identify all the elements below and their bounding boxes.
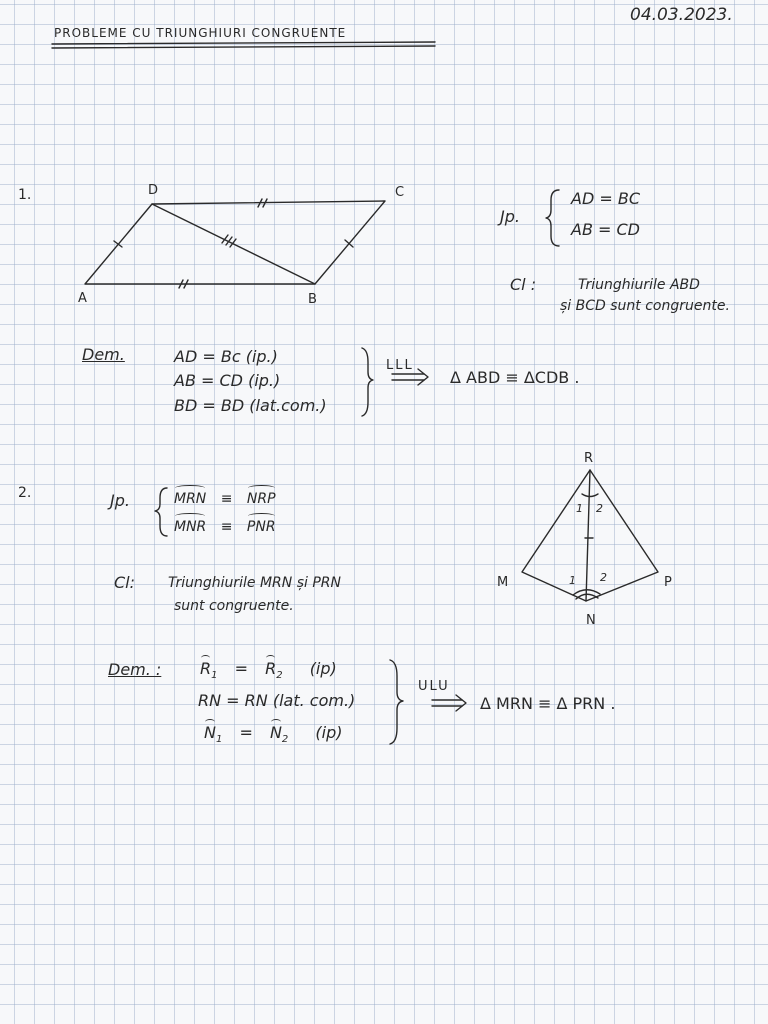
angle-MRN: MRN — [174, 491, 207, 507]
problem-1-number: 1. — [18, 187, 32, 203]
dem-label-2: Dem. : — [108, 660, 162, 679]
angle-arc-R — [582, 494, 598, 497]
reason: (ip) — [315, 723, 343, 742]
dem-line-2-1 — [200, 660, 337, 685]
reason: (ip) — [309, 659, 337, 678]
brace-dem-1 — [362, 348, 373, 416]
angle-mark-r1: 1 — [576, 502, 583, 515]
subscript: 1 — [211, 670, 218, 682]
cl-line-1-2: și BCD sunt congruente. — [560, 298, 730, 314]
equals-op: = — [234, 659, 248, 678]
kite-figure — [522, 470, 658, 601]
cl-label-1: Cl : — [510, 275, 537, 294]
dem-label-1: Dem. — [82, 345, 125, 364]
title-underline — [52, 42, 435, 48]
angle-R: R — [265, 659, 277, 678]
ip-line-1-2: AB = CD — [571, 220, 640, 239]
ip-label-1: Jp. — [500, 207, 520, 226]
subscript: 2 — [276, 670, 283, 682]
triple-tick-BD — [222, 235, 236, 247]
equals-op: = — [239, 723, 253, 742]
criterion-1: LLL — [386, 358, 414, 373]
angle-mark-n2: 2 — [600, 571, 607, 584]
brace-ip-2 — [155, 488, 167, 536]
point-N: N — [586, 613, 596, 628]
point-M: M — [497, 575, 509, 590]
cl-line-2-2: sunt congruente. — [174, 598, 294, 614]
diagonal-BD — [152, 204, 315, 284]
cl-label-2: Cl: — [114, 573, 136, 592]
brace-ip-1 — [546, 190, 559, 246]
page-date: 04.03.2023. — [630, 5, 733, 25]
angle-mark-r2: 2 — [596, 502, 603, 515]
segment-RN — [586, 470, 590, 601]
conclusion-1: Δ ABD ≡ ΔCDB . — [450, 368, 580, 387]
dem-line-2-3 — [204, 724, 342, 749]
angle-N: N — [269, 723, 282, 742]
subscript: 2 — [281, 734, 289, 746]
problem-2-number: 2. — [18, 485, 32, 501]
angle-N: N — [204, 723, 216, 742]
cl-line-1-1: Triunghiurile ABD — [578, 277, 700, 293]
criterion-2: ULU — [418, 679, 450, 694]
angle-mark-n1: 1 — [569, 574, 576, 587]
congruent-op: ≡ — [220, 491, 233, 507]
point-P: P — [664, 575, 672, 590]
parallelogram-ABCD — [85, 201, 385, 284]
point-R: R — [584, 451, 594, 466]
conclusion-2: Δ MRN ≡ Δ PRN . — [480, 694, 616, 713]
angle-PNR: PNR — [246, 519, 276, 535]
dem-line-1-3: BD = BD (lat.com.) — [174, 396, 327, 415]
ip-label-2: Jp. — [110, 491, 130, 510]
ip-line-2-2 — [174, 518, 276, 536]
point-D: D — [148, 183, 159, 198]
dem-line-2-2: RN = RN (lat. com.) — [198, 691, 356, 710]
page-title: PROBLEME CU TRIUNGHIURI CONGRUENTE — [54, 26, 347, 40]
ip-line-1-1: AD = BC — [571, 189, 640, 208]
angle-MNR: MNR — [174, 519, 207, 535]
ip-line-2-1 — [174, 490, 276, 508]
brace-dem-2 — [390, 660, 403, 744]
angle-NRP: NRP — [246, 491, 276, 507]
point-B: B — [308, 292, 317, 307]
point-A: A — [78, 291, 87, 306]
angle-R: R — [200, 659, 212, 678]
implies-arrow-2 — [432, 695, 466, 711]
cl-line-2-1: Triunghiurile MRN și PRN — [168, 575, 341, 591]
parallelogram-figure — [85, 199, 385, 288]
subscript: 1 — [215, 734, 223, 746]
dem-line-1-2: AB = CD (ip.) — [174, 371, 281, 390]
point-C: C — [395, 185, 405, 200]
dem-line-1-1: AD = Bc (ip.) — [174, 347, 278, 366]
congruent-op: ≡ — [220, 519, 233, 535]
